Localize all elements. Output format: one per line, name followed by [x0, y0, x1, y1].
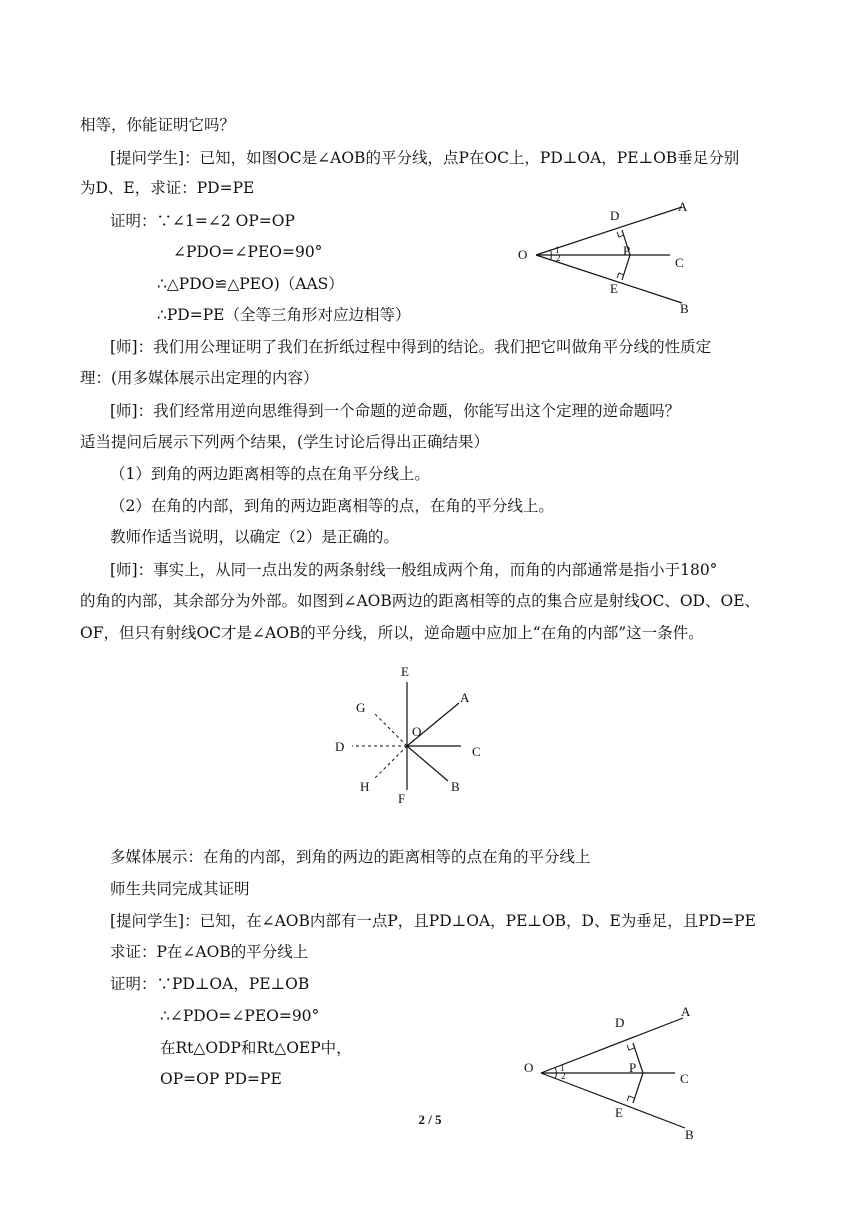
label-p: P — [629, 1060, 637, 1075]
text-line-19: 师生共同完成其证明 — [110, 880, 250, 898]
label-a: A — [678, 199, 688, 214]
label-e: E — [615, 1105, 623, 1120]
label-d: D — [610, 208, 620, 223]
text-line-1: 相等，你能证明它吗？ — [80, 116, 236, 134]
label-e: E — [401, 664, 409, 679]
text-line-18: 多媒体展示：在角的内部，到角的两边的距离相等的点在角的平分线上 — [110, 848, 591, 866]
text-line-8: [师]：我们用公理证明了我们在折纸过程中得到的结论。我们把它叫做角平分线的性质定 — [110, 338, 712, 356]
label-e: E — [610, 281, 618, 296]
text-line-6: ∴△PDO≌△PEO)（AAS） — [157, 275, 344, 293]
text-line-22: 证明：∵PD⊥OA，PE⊥OB — [110, 975, 310, 993]
label-o: O — [518, 247, 528, 262]
text-line-24: 在Rt△ODP和Rt△OEP中， — [160, 1039, 352, 1057]
label-c: C — [675, 255, 684, 270]
label-f: F — [398, 791, 406, 806]
text-line-4: 证明：∵∠1=∠2 OP=OP — [110, 212, 295, 230]
label-angle-2: 2 — [556, 253, 561, 263]
label-c: C — [680, 1071, 689, 1086]
text-line-5: ∠PDO=∠PEO=90° — [173, 243, 323, 261]
angle-arc-2 — [550, 255, 551, 260]
text-line-11: 适当提问后展示下列两个结果，(学生讨论后得出正确结果） — [80, 433, 490, 451]
text-line-23: ∴∠PDO=∠PEO=90° — [160, 1007, 320, 1025]
text-line-12: （1）到角的两边距离相等的点在角平分线上。 — [110, 465, 430, 483]
segment-pe — [622, 255, 630, 280]
angle-arc-2 — [555, 1073, 556, 1078]
ray-ob — [407, 746, 448, 781]
text-line-14: 教师作适当说明，以确定（2）是正确的。 — [110, 528, 399, 546]
text-line-10: [师]：我们经常用逆向思维得到一个命题的逆命题，你能写出这个定理的逆命题吗？ — [110, 402, 681, 420]
label-angle-1: 1 — [555, 245, 560, 255]
text-line-7: ∴PD=PE（全等三角形对应边相等） — [157, 306, 411, 324]
label-o: O — [524, 1060, 534, 1075]
text-line-9: 理：(用多媒体展示出定理的内容） — [80, 369, 319, 387]
angle-arc-1 — [555, 1068, 556, 1073]
text-line-17: OF，但只有射线OC才是∠AOB的平分线，所以，逆命题中应加上“在角的内部”这一条件。 — [80, 624, 704, 642]
ray-oh — [374, 746, 407, 779]
text-line-16: 的角的内部，其余部分为外部。如图到∠AOB两边的距离相等的点的集合应是射线OC、OD、OE、 — [80, 592, 761, 610]
rays-figure — [330, 660, 500, 810]
text-line-15: [师]：事实上，从同一点出发的两条射线一般组成两个角，而角的内部通常是指小于180° — [110, 561, 718, 579]
label-g: G — [356, 700, 366, 715]
text-line-21: 求证：P在∠AOB的平分线上 — [110, 943, 309, 961]
label-d: D — [335, 739, 345, 754]
text-line-3: 为D、E，求证：PD=PE — [80, 179, 255, 197]
label-b: B — [680, 301, 689, 316]
right-angle-e — [627, 1096, 634, 1101]
label-p: P — [623, 243, 631, 258]
label-d: D — [615, 1015, 625, 1030]
angle-bisector-figure-1 — [510, 195, 710, 320]
label-a: A — [460, 690, 470, 705]
page-number: 2 / 5 — [418, 1112, 442, 1127]
text-line-13: （2）在角的内部，到角的两边距离相等的点，在角的平分线上。 — [110, 497, 554, 515]
label-angle-2: 2 — [561, 1071, 566, 1081]
label-h: H — [360, 779, 370, 794]
ray-og — [374, 713, 407, 746]
text-line-20: [提问学生]：已知，在∠AOB内部有一点P，且PD⊥OA，PE⊥OB，D、E为垂足，且PD=PE — [110, 912, 756, 930]
label-b: B — [685, 1127, 694, 1142]
segment-pe — [633, 1073, 643, 1103]
right-angle-d — [627, 1045, 634, 1050]
text-line-2: [提问学生]：已知，如图OC是∠AOB的平分线，点P在OC上，PD⊥OA，PE⊥OB垂足分别 — [110, 149, 740, 167]
angle-arc-1 — [550, 250, 551, 255]
label-c: C — [472, 744, 481, 759]
label-b: B — [451, 779, 460, 794]
text-line-25: OP=OP PD=PE — [160, 1070, 282, 1088]
label-o: O — [412, 724, 422, 739]
label-a: A — [681, 1004, 691, 1019]
label-angle-1: 1 — [560, 1063, 565, 1073]
